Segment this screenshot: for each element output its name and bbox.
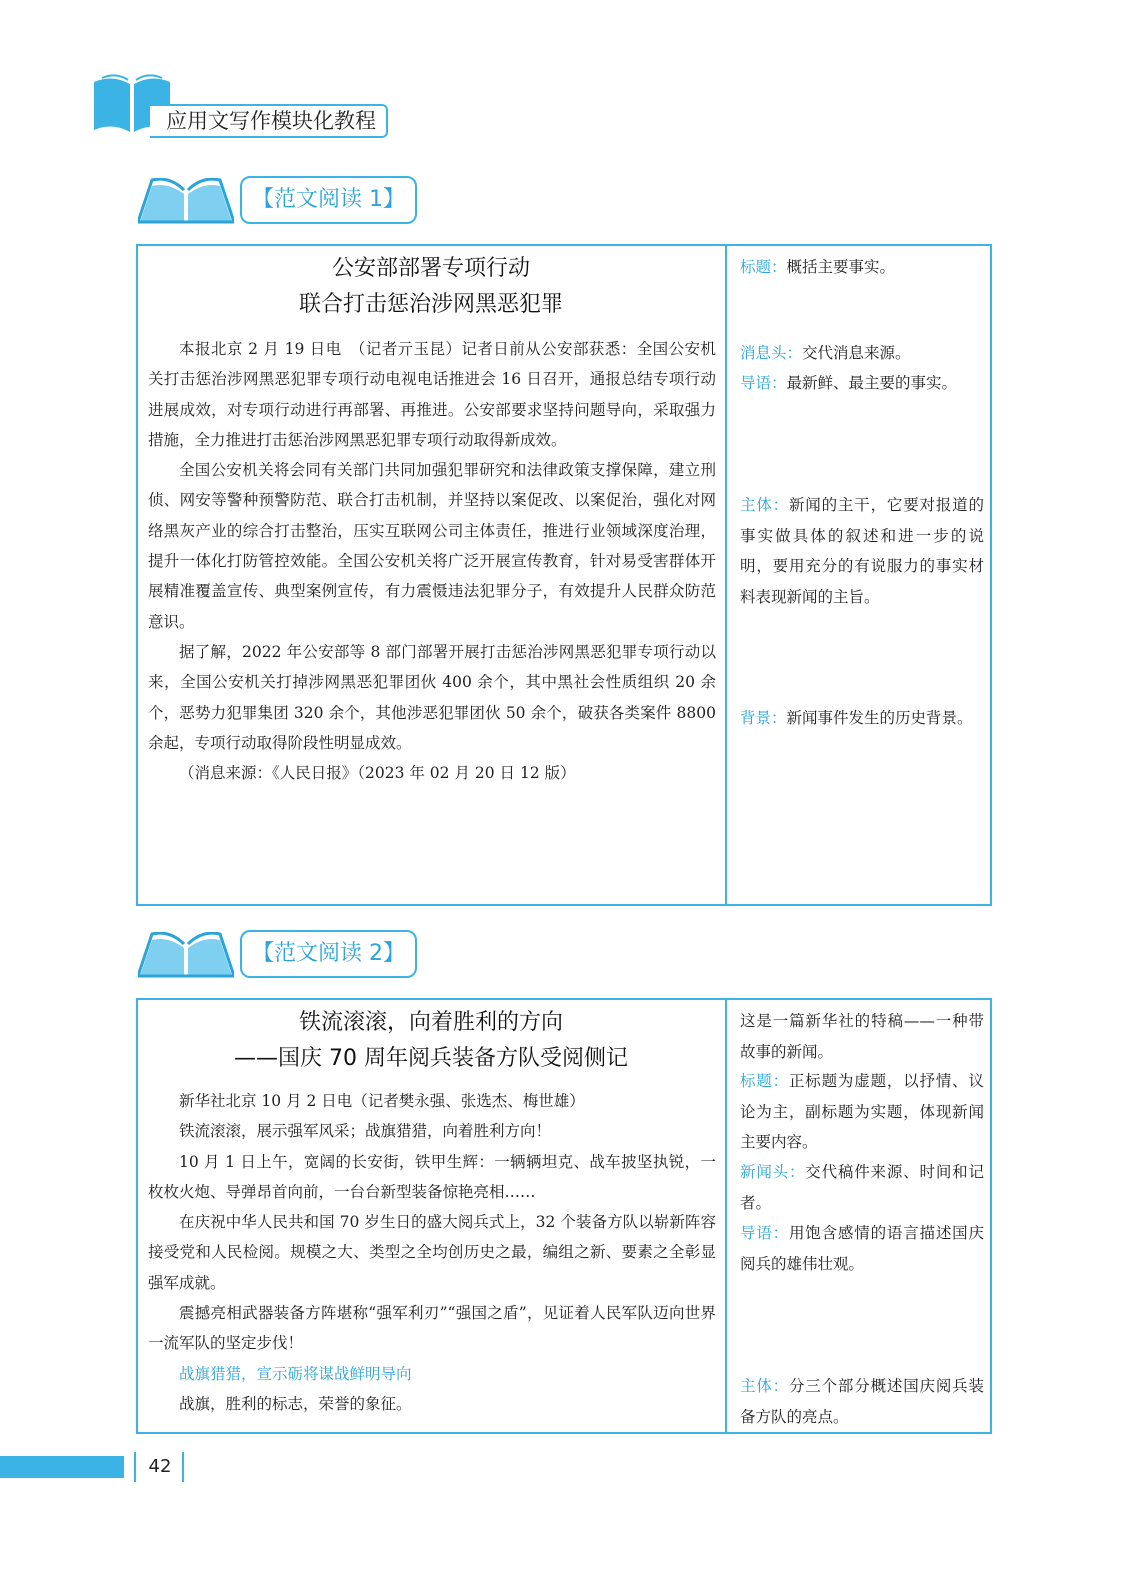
paragraph: 本报北京 2 月 19 日电 （记者亓玉昆）记者日前从公安部获悉：全国公安机关打击惩治涉网黑恶犯罪专项行动电视电话推进会 16 日召开，通报总结专项行动进展成效，对专项行动进行再部署、再推进。公安部要求坚持问题导向，采取强力措施，全力推进打击惩治涉网黑恶犯罪专项行动取得新成效。 — [148, 340, 716, 449]
annotation-key: 导语： — [740, 374, 787, 392]
annotation-text: 交代稿件来源、时间和记者。 — [740, 1163, 984, 1212]
annotation-text: 正标题为虚题，以抒情、议论为主，副标题为实题，体现新闻主要内容。 — [740, 1072, 984, 1151]
page-number: 42 — [148, 1456, 172, 1477]
open-book-icon — [138, 932, 234, 978]
footer-divider — [134, 1452, 136, 1482]
annotation-text: 新闻事件发生的历史背景。 — [786, 709, 973, 727]
section-label: 【范文阅读 2】 — [240, 930, 417, 978]
annotation — [740, 1371, 984, 1432]
article-subtitle: 联合打击惩治涉网黑恶犯罪 — [298, 292, 563, 317]
annotation-text: 这是一篇新华社的特稿——一种带故事的新闻。 — [740, 1012, 984, 1061]
annotation — [740, 1157, 984, 1218]
annotation — [740, 1218, 984, 1279]
annotation-key: 消息头： — [740, 344, 803, 362]
annotation — [740, 1006, 984, 1067]
column-divider — [725, 1000, 727, 1432]
paragraph: 全国公安机关将会同有关部门共同加强犯罪研究和法律政策支撑保障，建立刑侦、网安等警种预警防范、联合打击机制，并坚持以案促改、以案促治，强化对网络黑灰产业的综合打击整治，压实互联网公司主体责任，推进行业领域深度治理，提升一体化打防管控效能。全国公安机关将广泛开展宣传教育，针对易受害群体开展精准覆盖宣传、典型案例宣传，有力震慑违法犯罪分子，有效提升人民群众防范意识。 — [148, 461, 716, 631]
article-body — [148, 1086, 716, 1419]
annotation — [740, 703, 984, 734]
article-title: 铁流滚滚，向着胜利的方向 — [298, 1010, 563, 1035]
annotation-text: 新闻的主干，它要对报道的事实做具体的叙述和进一步的说明，要用充分的有说服力的事实材料表现新闻的主旨。 — [740, 496, 984, 606]
annotation-key: 标题： — [740, 1072, 789, 1090]
annotation-key: 标题： — [740, 258, 787, 276]
section-label: 【范文阅读 1】 — [240, 176, 417, 224]
paragraph: 战旗，胜利的标志，荣誉的象征。 — [179, 1394, 412, 1413]
column-divider — [725, 246, 727, 904]
annotation — [740, 338, 984, 369]
annotation — [740, 1066, 984, 1158]
annotation-text: 分三个部分概述国庆阅兵装备方队的亮点。 — [740, 1377, 984, 1426]
footer-divider — [182, 1452, 184, 1482]
article-title: 公安部部署专项行动 — [331, 256, 530, 281]
annotation-text: 最新鲜、最主要的事实。 — [786, 374, 958, 392]
annotation — [740, 252, 984, 283]
annotation — [740, 490, 984, 612]
annotation-key: 背景： — [740, 709, 787, 727]
annotation-text: 交代消息来源。 — [802, 344, 911, 362]
annotation — [740, 368, 984, 399]
annotation-text: 用饱含感情的语言描述国庆阅兵的雄伟壮观。 — [740, 1224, 984, 1273]
annotation-key: 主体： — [740, 496, 789, 514]
paragraph: 在庆祝中华人民共和国 70 岁生日的盛大阅兵式上，32 个装备方队以崭新阵容接受党和人民检阅。规模之大、类型之全均创历史之最，编组之新、要素之全彰显强军成就。 — [148, 1213, 716, 1292]
subheading: 战旗猎猎，宣示砺将谋战鲜明导向 — [179, 1364, 412, 1383]
paragraph: 铁流滚滚，展示强军风采；战旗猎猎，向着胜利方向！ — [179, 1122, 552, 1141]
annotation-key: 主体： — [740, 1377, 789, 1395]
book-title: 应用文写作模块化教程 — [150, 104, 388, 138]
paragraph: 10 月 1 日上午，宽阔的长安街，铁甲生辉：一辆辆坦克、战车披坚执锐，一枚枚火炮、导弹昂首向前，一台台新型装备惊艳亮相…… — [148, 1152, 716, 1201]
open-book-icon — [138, 178, 234, 224]
dateline: 新华社北京 10 月 2 日电（记者樊永强、张选杰、梅世雄） — [179, 1092, 585, 1110]
footer-bar — [0, 1456, 124, 1478]
article-subtitle: ——国庆 70 周年阅兵装备方队受阅侧记 — [234, 1046, 628, 1071]
annotation-key: 导语： — [740, 1224, 789, 1242]
paragraph: 据了解，2022 年公安部等 8 部门部署开展打击惩治涉网黑恶犯罪专项行动以来，全国公安机关打掉涉网黑恶犯罪团伙 400 余个，其中黑社会性质组织 20 余个，恶势力犯罪集团 320 余个，其他涉恶犯罪团伙 50 余个，破获各类案件 8800 余起，专项行动取得阶段性明显成效。 — [148, 642, 716, 752]
annotation-text: 概括主要事实。 — [786, 258, 896, 276]
source-line: （消息来源：《人民日报》（2023 年 02 月 20 日 12 版） — [179, 764, 576, 783]
paragraph: 震撼亮相武器装备方阵堪称“强军利刃”“强国之盾”，见证着人民军队迈向世界一流军队的坚定步伐！ — [148, 1304, 716, 1353]
article-body — [148, 334, 716, 788]
annotation-key: 新闻头： — [740, 1163, 806, 1181]
